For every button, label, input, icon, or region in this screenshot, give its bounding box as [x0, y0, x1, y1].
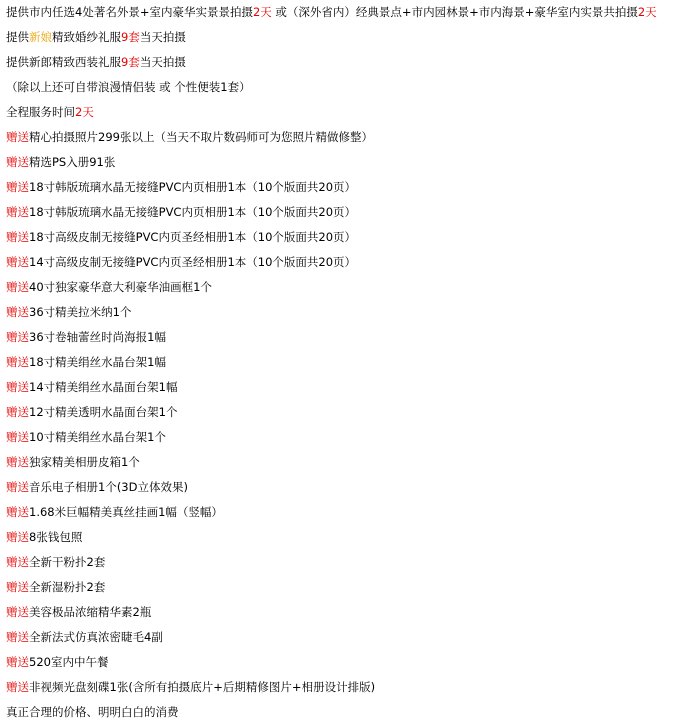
text-line [6, 452, 678, 477]
line-text: （除以上还可自带浪漫情侣装 或 个性便装1套） [6, 80, 251, 94]
text-line [6, 102, 678, 127]
text-line [6, 327, 678, 352]
text-line [6, 227, 678, 252]
text-line [6, 427, 678, 452]
text-line [6, 177, 678, 202]
text-line [6, 577, 678, 602]
highlight-text: 赠送 [6, 655, 29, 669]
highlight-text: 2天 [637, 5, 657, 19]
line-text: 音乐电子相册1个(3D立体效果) [29, 480, 188, 494]
highlight-text: 赠送 [6, 480, 29, 494]
line-text: 美容极品浓缩精华素2瓶 [29, 605, 152, 619]
highlight-text: 赠送 [6, 455, 29, 469]
highlight-text: 赠送 [6, 380, 29, 394]
text-line [6, 127, 678, 152]
line-text: 18寸韩版琉璃水晶无接缝PVC内页相册1本（10个版面共20页） [29, 180, 357, 194]
highlight-text: 9套 [121, 55, 140, 69]
text-line [6, 602, 678, 627]
highlight-text: 赠送 [6, 330, 29, 344]
highlight-text: 赠送 [6, 580, 29, 594]
line-text: 当天拍摄 [139, 55, 186, 69]
highlight-text: 2天 [252, 5, 272, 19]
highlight-text: 赠送 [6, 605, 29, 619]
text-line [6, 477, 678, 502]
text-line [6, 502, 678, 527]
text-line [6, 652, 678, 677]
highlight-text: 赠送 [6, 230, 29, 244]
line-text: 520室内中午餐 [29, 655, 109, 669]
highlight-text: 赠送 [6, 205, 29, 219]
text-line [6, 27, 678, 52]
highlight-text: 赠送 [6, 680, 29, 694]
line-text: 8张钱包照 [29, 530, 83, 544]
line-text: 18寸韩版琉璃水晶无接缝PVC内页相册1本（10个版面共20页） [29, 205, 357, 219]
line-text: 全新湿粉扑2套 [29, 580, 106, 594]
highlight-text: 赠送 [6, 555, 29, 569]
line-text: 或（深外省内）经典景点+市内园林景+市内海景+豪华室内实景共拍摄 [271, 5, 638, 19]
text-line [6, 202, 678, 227]
highlight-text: 2天 [75, 105, 94, 119]
highlight-text: 赠送 [6, 305, 29, 319]
highlight-text: 赠送 [6, 630, 29, 644]
line-text: 全新法式仿真浓密睫毛4副 [29, 630, 163, 644]
text-line [6, 402, 678, 427]
line-text: 独家精美相册皮箱1个 [29, 455, 140, 469]
line-text: 提供 [6, 30, 29, 44]
highlight-text: 赠送 [6, 530, 29, 544]
line-text: 真正合理的价格、明明白白的消费 [6, 705, 179, 719]
line-text: 提供市内任选4处著名外景+室内豪华实景景拍摄 [6, 5, 253, 19]
line-text: 36寸精美拉米纳1个 [29, 305, 132, 319]
line-text: 全程服务时间 [6, 105, 75, 119]
line-text: 精选PS入册91张 [29, 155, 116, 169]
text-line [6, 52, 678, 77]
line-text: 全新干粉扑2套 [29, 555, 106, 569]
line-text: 精心拍摄照片299张以上（当天不取片数码师可为您照片精做修整） [29, 130, 373, 144]
line-text: 10寸精美绢丝水晶台架1个 [29, 430, 166, 444]
line-text: 12寸精美透明水晶面台架1个 [29, 405, 178, 419]
text-line [6, 352, 678, 377]
highlight-text: 赠送 [6, 130, 29, 144]
line-text: 36寸卷轴蕾丝时尚海报1幅 [29, 330, 166, 344]
line-text: 18寸精美绢丝水晶台架1幅 [29, 355, 166, 369]
text-line [6, 152, 678, 177]
line-text: 精致婚纱礼服 [52, 30, 121, 44]
highlight-text: 赠送 [6, 430, 29, 444]
highlight-text: 赠送 [6, 505, 29, 519]
text-line [6, 252, 678, 277]
highlight-text: 赠送 [6, 155, 29, 169]
line-text: 非视频光盘刻碟1张(含所有拍摄底片+后期精修图片+相册设计排版) [29, 680, 376, 694]
line-text: 18寸高级皮制无接缝PVC内页圣经相册1本（10个版面共20页） [29, 230, 357, 244]
line-text: 1.68米巨幅精美真丝挂画1幅（竖幅） [29, 505, 223, 519]
text-line [6, 2, 678, 27]
line-text: 当天拍摄 [139, 30, 186, 44]
line-text: 提供新郎精致西装礼服 [6, 55, 121, 69]
text-line [6, 627, 678, 652]
text-line [6, 702, 678, 727]
line-text: 14寸精美绢丝水晶面台架1幅 [29, 380, 178, 394]
text-line [6, 77, 678, 102]
text-line [6, 377, 678, 402]
highlight-text: 新娘 [29, 30, 52, 44]
highlight-text: 9套 [121, 30, 140, 44]
text-line [6, 277, 678, 302]
text-line [6, 527, 678, 552]
highlight-text: 赠送 [6, 280, 29, 294]
highlight-text: 赠送 [6, 355, 29, 369]
text-line [6, 552, 678, 577]
highlight-text: 赠送 [6, 405, 29, 419]
line-text: 14寸高级皮制无接缝PVC内页圣经相册1本（10个版面共20页） [29, 255, 357, 269]
highlight-text: 赠送 [6, 255, 29, 269]
line-text: 40寸独家豪华意大利豪华油画框1个 [29, 280, 212, 294]
highlight-text: 赠送 [6, 180, 29, 194]
text-line [6, 302, 678, 327]
text-line [6, 677, 678, 702]
